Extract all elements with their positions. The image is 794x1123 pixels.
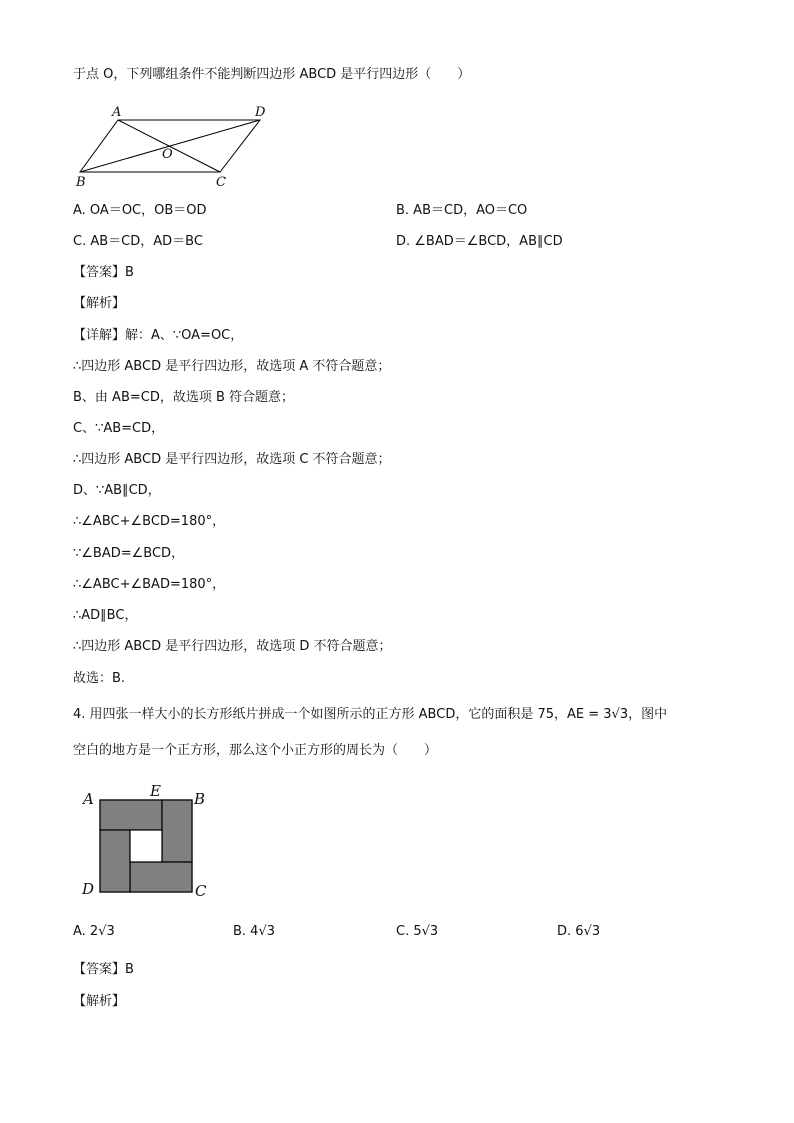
label-C: C: [195, 882, 207, 900]
solution-line: 故选：B.: [73, 671, 126, 686]
label-D: D: [82, 880, 95, 898]
q4-answer: 【答案】B: [73, 962, 134, 977]
q4-stem-line2: 空白的地方是一个正方形，那么这个小正方形的周长为（ ）: [73, 743, 438, 758]
q3-answer: 【答案】B: [73, 265, 134, 280]
q4-option-c: C. 5√3: [396, 924, 439, 939]
solution-line: ∴四边形 ABCD 是平行四边形，故选项 A 不符合题意；: [73, 359, 391, 374]
q3-parallelogram-figure: [70, 100, 280, 192]
q3-analysis-label: 【解析】: [73, 296, 126, 311]
label-A: A: [112, 105, 122, 120]
solution-line: ∴AD∥BC，: [73, 608, 138, 623]
q4-analysis-label: 【解析】: [73, 994, 126, 1009]
solution-line: ∴∠ABC+∠BCD=180°，: [73, 514, 226, 529]
solution-line: ∴∠ABC+∠BAD=180°，: [73, 577, 226, 592]
label-B: B: [194, 790, 206, 808]
solution-line: B、由 AB=CD，故选项 B 符合题意；: [73, 390, 295, 405]
q3-option-b: B. AB＝CD，AO＝CO: [396, 203, 528, 218]
q4-option-a: A. 2√3: [73, 924, 115, 939]
q4-square-figure: [78, 782, 218, 902]
label-B: B: [76, 175, 86, 190]
solution-line: C、∵AB=CD，: [73, 421, 165, 436]
solution-line: ∵∠BAD=∠BCD，: [73, 546, 185, 561]
q4-stem-line1: 4. 用四张一样大小的长方形纸片拼成一个如图所示的正方形 ABCD，它的面积是 75，AE = 3√3，图中: [73, 707, 668, 722]
q3-option-a: A. OA＝OC，OB＝OD: [73, 203, 207, 218]
label-A: A: [83, 790, 94, 808]
q3-option-d: D. ∠BAD＝∠BCD，AB∥CD: [396, 234, 563, 249]
label-E: E: [150, 782, 161, 800]
solution-line: ∴四边形 ABCD 是平行四边形，故选项 C 不符合题意；: [73, 452, 391, 467]
label-O: O: [162, 147, 173, 162]
label-C: C: [216, 175, 226, 190]
solution-line: D、∵AB∥CD，: [73, 483, 161, 498]
q3-option-c: C. AB＝CD，AD＝BC: [73, 234, 203, 249]
q3-stem: 于点 O，下列哪组条件不能判断四边形 ABCD 是平行四边形（ ）: [73, 67, 471, 82]
label-D: D: [255, 105, 266, 120]
q4-option-d: D. 6√3: [557, 924, 601, 939]
solution-line: ∴四边形 ABCD 是平行四边形，故选项 D 不符合题意；: [73, 639, 392, 654]
q4-option-b: B. 4√3: [233, 924, 276, 939]
solution-line: 【详解】解：A、∵OA=OC，: [73, 328, 244, 343]
